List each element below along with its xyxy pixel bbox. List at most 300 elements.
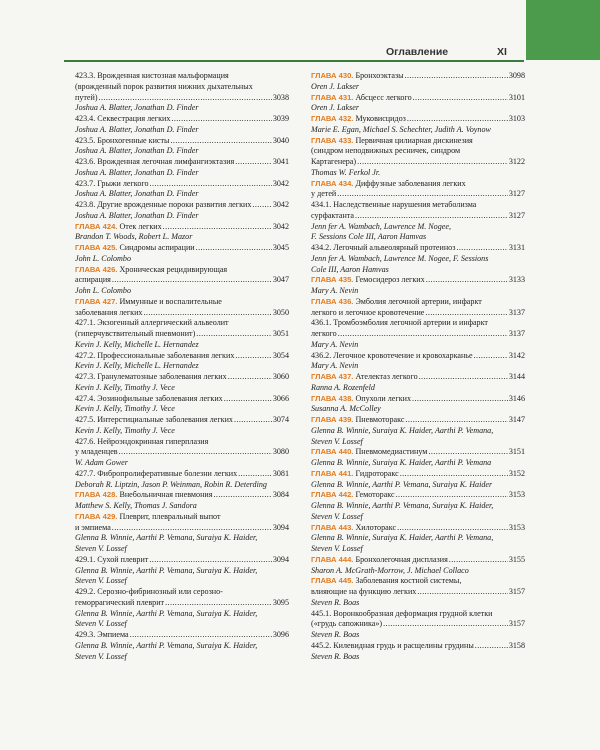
leader-dots (235, 351, 271, 362)
toc-authors (311, 480, 492, 489)
toc-entry-line (311, 415, 525, 426)
toc-authors (75, 404, 175, 413)
toc-author-line (75, 103, 289, 114)
author-text: Ranna A. Rozenfeld (311, 382, 375, 392)
toc-page-number: 3157 (508, 587, 525, 596)
toc-entry-line (75, 447, 289, 458)
toc-authors (311, 404, 381, 413)
author-text: Kevin J. Kelly, Timothy J. Vece (75, 404, 175, 414)
toc-authors (311, 501, 493, 510)
author-text: Deborah R. Liptzin, Jason P. Weinman, Robin R. Deterding (75, 479, 267, 489)
toc-entry-line (311, 469, 525, 480)
author-text: Kevin J. Kelly, Michelle L. Hernandez (75, 339, 199, 349)
toc-entry-line (75, 157, 289, 168)
leader-dots (400, 469, 508, 480)
toc-authors (311, 340, 358, 349)
toc-entry-line (311, 523, 525, 534)
toc-authors (311, 566, 469, 575)
title-text: у детей (311, 189, 337, 199)
toc-title (75, 394, 223, 405)
author-text: Sharon A. McGrath-Morrow, J. Michael Collaco (311, 565, 469, 575)
toc-author-line (75, 404, 289, 415)
toc-entry-line (311, 619, 525, 630)
toc-title (311, 587, 416, 598)
leader-dots (165, 598, 272, 609)
toc-author-line (311, 652, 525, 663)
toc-page-number: 3050 (272, 307, 289, 317)
toc-authors (75, 533, 257, 542)
toc-authors (75, 232, 192, 241)
toc-title (75, 265, 227, 274)
toc-title (311, 179, 466, 188)
toc-page-number: 3122 (508, 157, 525, 166)
toc-author-line (311, 125, 525, 136)
toc-author-line (311, 480, 525, 491)
toc-entry-line (311, 179, 525, 190)
toc-entry-line (75, 308, 289, 319)
toc-page-number: 3095 (272, 597, 289, 607)
title-text: Иммунные и воспалительные (119, 296, 222, 306)
leader-dots (355, 211, 508, 222)
title-text: 436.2. Легочное кровотечение и кровохарканье (311, 350, 473, 360)
title-text: влияющие на функцию легких (311, 587, 417, 596)
toc-page-number: 3074 (272, 415, 289, 424)
title-text: Муковисцидоз (355, 114, 406, 123)
chapter-label: ГЛАВА 431. (311, 92, 354, 102)
toc-authors (311, 222, 451, 231)
author-text: Susanna A. McColley (311, 404, 381, 414)
toc-author-line (311, 265, 525, 276)
toc-title (75, 82, 253, 91)
toc-authors (75, 480, 267, 489)
author-text: Glenna B. Winnie, Suraiya K. Haider, Aarthi P. Vemana (311, 458, 492, 467)
toc-title (311, 114, 406, 125)
toc-authors (75, 544, 127, 553)
toc-author-line (75, 566, 289, 577)
toc-page-number: 3042 (272, 178, 289, 188)
toc-entry-line (75, 297, 289, 308)
toc-page-number: 3157 (508, 619, 525, 629)
toc-entry-line (311, 447, 525, 458)
author-text: Cole III, Aaron Hamvas (311, 264, 389, 274)
toc-title (75, 222, 162, 233)
toc-entry-line (75, 394, 289, 405)
toc-author-line (311, 361, 525, 372)
toc-title (75, 351, 234, 362)
leader-dots (419, 372, 508, 383)
toc-authors (75, 426, 175, 435)
toc-page-number: 3103 (508, 114, 525, 123)
title-text: Синдромы аспирации (119, 243, 195, 252)
toc-entry-line (311, 243, 525, 254)
title-text: 429.3. Эмпиема (75, 630, 129, 639)
toc-authors (311, 458, 491, 467)
leader-dots (112, 523, 272, 534)
toc-entry-line (75, 490, 289, 501)
toc-authors (311, 544, 363, 553)
toc-title (75, 114, 170, 125)
leader-dots (428, 447, 507, 458)
toc-entry-line (311, 576, 525, 587)
toc-author-line (75, 189, 289, 200)
title-text: Заболевания костной системы, (355, 576, 462, 586)
toc-entry-line (75, 372, 289, 383)
toc-authors (311, 232, 426, 241)
chapter-label: ГЛАВА 436. (311, 296, 354, 306)
leader-dots (338, 329, 508, 340)
leader-dots (405, 71, 508, 82)
title-text: Плеврит, плевральный выпот (119, 511, 221, 521)
author-text: Matthew S. Kelly, Thomas J. Sandora (75, 501, 197, 510)
chapter-label: ГЛАВА 424. (75, 221, 118, 231)
author-text: Mary A. Nevin (311, 361, 359, 371)
toc-title (75, 275, 111, 286)
toc-entry-line (311, 587, 525, 598)
toc-page-number: 3080 (272, 447, 289, 457)
title-text: аспирация (75, 275, 111, 285)
toc-author-line (311, 103, 525, 114)
toc-page-number: 3137 (508, 329, 525, 338)
toc-title (75, 243, 195, 254)
toc-author-line (75, 458, 289, 469)
toc-page-number: 3066 (272, 393, 289, 403)
author-text: W. Adam Gower (75, 458, 128, 467)
title-text: 427.7. Фибропролиферативные болезни легких (75, 468, 238, 478)
toc-author-line (75, 168, 289, 179)
toc-title (311, 308, 424, 319)
author-text: Joshua A. Blatter, Jonathan D. Finder (75, 167, 199, 177)
toc-title (75, 318, 229, 327)
title-text: 423.4. Секвестрация легких (75, 114, 171, 123)
title-text: Отек легких (119, 221, 162, 231)
author-text: Glenna B. Winnie, Aarthi P. Vemana, Suraiya K. Haider, (75, 640, 258, 650)
toc-title (311, 329, 337, 340)
title-text: («грудь сапожника») (311, 619, 383, 629)
chapter-label: ГЛАВА 439. (311, 415, 354, 424)
title-text: 423.8. Другие врожденные пороки развития легких (75, 200, 252, 209)
toc-authors (311, 265, 389, 274)
toc-authors (75, 168, 199, 177)
toc-author-line (311, 512, 525, 523)
author-text: Kevin J. Kelly, Michelle L. Hernandez (75, 361, 199, 371)
title-text: Гидроторакс (355, 468, 399, 478)
chapter-tab (526, 0, 600, 60)
toc-entry-line (75, 243, 289, 254)
toc-entry-line (311, 641, 525, 652)
author-text: Joshua A. Blatter, Jonathan D. Finder (75, 189, 199, 199)
chapter-label: ГЛАВА 432. (311, 114, 354, 123)
running-header-title: Оглавление (386, 46, 449, 58)
author-text: Glenna B. Winnie, Aarthi P. Vemana, Suraiya K. Haider, (75, 533, 258, 543)
leader-dots (238, 469, 272, 480)
chapter-label: ГЛАВА 427. (75, 296, 118, 306)
toc-page-number: 3152 (508, 468, 525, 478)
toc-authors (75, 189, 199, 198)
leader-dots (150, 179, 272, 190)
leader-dots (383, 619, 508, 630)
leader-dots (425, 308, 507, 319)
leader-dots (224, 394, 272, 405)
chapter-label: ГЛАВА 438. (311, 393, 354, 403)
toc-entry-line (311, 275, 525, 286)
toc-authors (311, 286, 358, 295)
toc-title (311, 609, 492, 618)
toc-author-line (75, 383, 289, 394)
toc-author-line (311, 598, 525, 609)
toc-entry-line (311, 329, 525, 340)
title-text: 445.2. Килевидная грудь и расщелины грудины (311, 640, 474, 650)
toc-title (311, 71, 404, 82)
toc-authors (311, 82, 359, 91)
title-text: 427.1. Экзогенный аллергический альвеолит (75, 318, 229, 328)
author-text: Oren J. Lakser (311, 81, 360, 91)
toc-page-number: 3045 (272, 243, 289, 252)
toc-title (311, 93, 412, 104)
toc-title (311, 243, 455, 254)
toc-authors (75, 501, 197, 510)
title-text: 423.5. Бронхогенные кисты (75, 135, 170, 145)
toc-author-line (75, 501, 289, 512)
chapter-label: ГЛАВА 435. (311, 275, 354, 285)
toc-author-line (311, 254, 525, 265)
title-text: Ателектаз легкого (355, 372, 418, 381)
toc-title (75, 93, 98, 104)
author-text: Steven V. Lossef (75, 651, 127, 661)
toc-title (75, 179, 149, 190)
toc-authors (311, 533, 493, 542)
toc-title (75, 71, 229, 80)
toc-page-number: 3038 (272, 92, 289, 102)
toc-title (311, 200, 476, 209)
title-text: 427.3. Гранулематозные заболевания легких (75, 372, 227, 381)
toc-author-line (75, 609, 289, 620)
toc-author-line (311, 533, 525, 544)
toc-title (75, 372, 227, 383)
toc-authors (311, 652, 359, 661)
toc-title (75, 490, 212, 501)
title-text: 445.1. Воронкообразная деформация грудной клетки (311, 608, 493, 618)
leader-dots (99, 93, 272, 104)
toc-title (75, 512, 221, 521)
leader-dots (170, 136, 271, 147)
toc-title (311, 189, 336, 200)
chapter-label: ГЛАВА 428. (75, 490, 118, 500)
leader-dots (456, 243, 507, 254)
toc-title (311, 576, 461, 585)
toc-authors (311, 437, 363, 446)
author-text: Glenna B. Winnie, Aarthi P. Vemana, Suraiya K. Haider, (75, 565, 258, 575)
toc-entry-line (75, 630, 289, 641)
toc-authors (75, 361, 199, 370)
toc-authors (75, 254, 131, 263)
toc-authors (75, 458, 128, 467)
toc-authors (75, 286, 131, 295)
author-text: Steven R. Boas (311, 651, 360, 661)
toc-title (311, 619, 382, 630)
toc-author-line (75, 641, 289, 652)
title-text: 423.6. Врожденная легочная лимфангиэктазия (75, 157, 235, 166)
toc-authors (75, 609, 257, 618)
leader-dots (228, 372, 272, 383)
toc-entry-line (311, 609, 525, 620)
chapter-label: ГЛАВА 440. (311, 447, 354, 457)
toc-title (311, 136, 473, 145)
chapter-label: ГЛАВА 442. (311, 490, 354, 500)
toc-author-line (75, 254, 289, 265)
title-text: Диффузные заболевания легких (355, 178, 466, 188)
title-text: 423.3. Врожденная кистозная мальформация (75, 71, 229, 80)
title-text: Гемосидероз легких (355, 275, 425, 285)
toc-title (75, 598, 164, 609)
toc-author-line (75, 480, 289, 491)
toc-title (75, 630, 129, 641)
toc-authors (75, 340, 199, 349)
author-text: Steven V. Lossef (311, 544, 363, 553)
leader-dots (426, 275, 508, 286)
toc-title (311, 157, 356, 168)
toc-author-line (75, 340, 289, 351)
author-text: John L. Colombo (75, 253, 131, 263)
toc-title (311, 523, 396, 534)
toc-page-number: 3047 (272, 275, 289, 285)
chapter-label: ГЛАВА 434. (311, 178, 354, 188)
leader-dots (407, 114, 508, 125)
toc-title (311, 351, 473, 362)
title-text: 427.6. Нейроэндокринная гиперплазия (75, 436, 209, 446)
toc-entry-line (75, 523, 289, 534)
leader-dots (143, 308, 271, 319)
toc-title (311, 447, 427, 458)
leader-dots (171, 114, 271, 125)
leader-dots (405, 415, 507, 426)
author-text: Kevin J. Kelly, Timothy J. Vece (75, 425, 175, 435)
leader-dots (235, 157, 272, 168)
toc-entry-line (75, 318, 289, 329)
title-text: 436.1. Тромбоэмболия легочной артерии и инфаркт (311, 318, 488, 328)
leader-dots (337, 189, 508, 200)
leader-dots (475, 641, 508, 652)
toc-page-number: 3054 (272, 350, 289, 360)
toc-page-number: 3127 (508, 210, 525, 220)
toc-title (75, 329, 195, 340)
toc-authors (311, 383, 375, 392)
leader-dots (252, 200, 271, 211)
toc-entry-line (75, 587, 289, 598)
toc-author-line (75, 146, 289, 157)
toc-page-number: 3127 (508, 189, 525, 199)
toc-page-number: 3133 (508, 275, 525, 285)
title-text: 423.7. Грыжи легкого (75, 178, 149, 188)
toc-title (311, 490, 395, 501)
toc-page-number: 3137 (508, 307, 525, 317)
author-text: Glenna B. Winnie, Aarthi P. Vemana, Suraiya K. Haider, (311, 501, 494, 510)
leader-dots (213, 490, 271, 501)
leader-dots (357, 157, 508, 168)
toc-authors (75, 652, 127, 661)
title-text: (синдром неподвижных ресничек, синдром (311, 146, 461, 156)
toc-author-line (311, 426, 525, 437)
author-text: Kevin J. Kelly, Timothy J. Vece (75, 382, 175, 392)
toc-entry-line (311, 297, 525, 308)
toc-author-line (311, 458, 525, 469)
toc-author-line (311, 630, 525, 641)
toc-entry-line (75, 469, 289, 480)
author-text: Steven R. Boas (311, 630, 360, 639)
toc-author-line (311, 566, 525, 577)
toc-author-line (311, 168, 525, 179)
toc-page-number: 3146 (508, 393, 525, 403)
toc-entry-line (75, 136, 289, 147)
toc-page-number: 3131 (508, 243, 525, 252)
author-text: Jenn fer A. Wambach, Lawrence M. Nogee, F. Sessions (311, 253, 489, 263)
toc-entry-line (75, 598, 289, 609)
title-text: Абсцесс легкого (355, 92, 412, 102)
author-text: Joshua A. Blatter, Jonathan D. Finder (75, 210, 199, 220)
author-text: Marie E. Egan, Michael S. Schechter, Judith A. Voynow (311, 124, 491, 134)
toc-entry-line (311, 189, 525, 200)
toc-authors (311, 361, 358, 370)
toc-entry-line (75, 415, 289, 426)
toc-title (311, 275, 425, 286)
title-text: 429.2. Серозно-фибринозный или серозно- (75, 587, 223, 596)
title-text: легкого и легочное кровотечение (311, 307, 425, 317)
title-text: Пневмоторакс (355, 415, 405, 424)
toc-title (311, 211, 354, 222)
toc-authors (75, 211, 199, 220)
toc-title (75, 136, 169, 147)
author-text: Steven V. Lossef (75, 544, 127, 553)
toc-authors (311, 426, 493, 435)
toc-page-number: 3153 (508, 490, 525, 500)
toc-entry-line (75, 555, 289, 566)
title-text: Опухоли легких (355, 393, 412, 403)
toc-entry-line (311, 555, 525, 566)
toc-entry-line (75, 82, 289, 93)
toc-entry-line (311, 114, 525, 125)
title-text: сурфактанта (311, 210, 355, 220)
toc-page-number: 3096 (272, 630, 289, 639)
toc-author-line (75, 652, 289, 663)
author-text: Brandon T. Woods, Robert L. Mazor (75, 232, 193, 242)
title-text: (гиперчувствительный пневмонит) (75, 329, 196, 338)
toc-title (311, 146, 460, 155)
toc-entry-line (311, 200, 525, 211)
title-text: (врожденный порок развития нижних дыхательных (75, 81, 253, 91)
toc-entry-line (311, 372, 525, 383)
title-text: Хроническая рецидивирующая (119, 264, 228, 274)
toc-entry-line (311, 136, 525, 147)
title-text: Внебольничная пневмония (119, 490, 213, 500)
toc-title (311, 555, 448, 566)
chapter-label: ГЛАВА 441. (311, 468, 354, 478)
toc-title (311, 415, 404, 426)
chapter-label: ГЛАВА 445. (311, 576, 354, 586)
title-text: 429.1. Сухой плеврит (75, 554, 149, 564)
toc-page-number: 3158 (508, 640, 525, 650)
toc-page-number: 3042 (272, 221, 289, 231)
toc-authors (75, 103, 199, 112)
toc-entry-line (75, 179, 289, 190)
leader-dots (396, 490, 508, 501)
toc-title (75, 469, 237, 480)
leader-dots (413, 93, 508, 104)
toc-title (311, 318, 488, 327)
toc-author-line (75, 125, 289, 136)
title-text: путей) (75, 92, 98, 102)
toc-title (311, 372, 418, 383)
toc-author-line (311, 544, 525, 555)
toc-entry-line (75, 222, 289, 233)
